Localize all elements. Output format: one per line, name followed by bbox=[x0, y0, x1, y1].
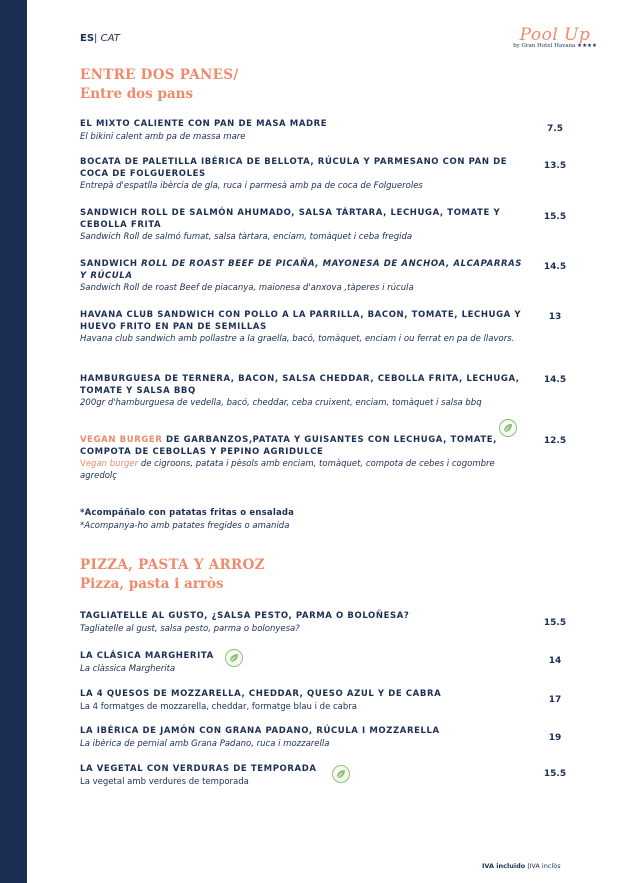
item-price: 14 bbox=[548, 656, 562, 666]
item-name-part-italic: ROLL DE ROAST BEEF DE PICAÑA, MAYONESA DE ANCHOA, ALCAPARRAS Y RÚCULA bbox=[80, 259, 523, 281]
vegan-leaf-icon bbox=[225, 649, 243, 667]
menu-item bbox=[80, 374, 530, 409]
item-description: La ibèrica de pernial amb Grana Padano, ruca i mozzarella bbox=[80, 738, 330, 749]
menu-item bbox=[80, 157, 530, 192]
item-description bbox=[80, 458, 530, 482]
item-name: LA CLÁSICA MARGHERITA bbox=[80, 651, 214, 661]
item-name-rest: DE GARBANZOS,PATATA Y GUISANTES CON LECHUGA, TOMATE, COMPOTA DE CEBOLLAS Y PEPINO AGRIDULCE bbox=[80, 435, 497, 457]
vat-footer bbox=[482, 862, 561, 870]
desc-accent-letter: V bbox=[80, 459, 86, 469]
side-note-cat: *Acompanya-ho amb patates fregides o amanida bbox=[80, 520, 290, 531]
item-name bbox=[80, 259, 530, 282]
item-name: SANDWICH ROLL DE SALMÓN AHUMADO, SALSA TÁRTARA, LECHUGA, TOMATE Y CEBOLLA FRITA bbox=[80, 208, 501, 230]
menu-item bbox=[80, 259, 530, 294]
menu-item bbox=[80, 764, 530, 788]
menu-item bbox=[80, 726, 530, 750]
language-switcher bbox=[80, 33, 120, 44]
left-sidebar-bar bbox=[0, 0, 27, 883]
item-price: 15.5 bbox=[543, 618, 567, 628]
vat-cat: |IVA inclòs bbox=[525, 862, 561, 870]
item-price: 17 bbox=[548, 695, 562, 705]
lang-es-link[interactable]: ES bbox=[80, 33, 95, 44]
vegan-burger-highlight: VEGAN BURGER bbox=[80, 435, 163, 445]
item-price: 13 bbox=[548, 312, 562, 322]
item-name: LA VEGETAL CON VERDURAS DE TEMPORADA bbox=[80, 764, 317, 774]
item-name: TAGLIATELLE AL GUSTO, ¿SALSA PESTO, PARMA O BOLOÑESA? bbox=[80, 611, 410, 621]
section-title-sandwiches bbox=[80, 67, 239, 102]
item-name-part: SANDWICH bbox=[80, 259, 142, 269]
item-price: 19 bbox=[548, 733, 562, 743]
item-name: LA 4 QUESOS DE MOZZARELLA, CHEDDAR, QUESO AZUL Y DE CABRA bbox=[80, 689, 442, 699]
item-price: 14.5 bbox=[543, 262, 567, 272]
item-price: 13.5 bbox=[543, 161, 567, 171]
desc-accent-text: egan burger bbox=[85, 459, 139, 469]
section-title-cat: Entre dos pans bbox=[80, 86, 194, 102]
menu-item bbox=[80, 611, 530, 635]
vat-es: IVA incluido bbox=[482, 862, 526, 870]
menu-item bbox=[80, 310, 530, 345]
section-title-es: PIZZA, PASTA Y ARROZ bbox=[80, 557, 265, 573]
vegan-leaf-icon bbox=[332, 765, 350, 783]
menu-item bbox=[80, 651, 530, 675]
item-name: LA IBÉRICA DE JAMÓN CON GRANA PADANO, RÚCULA I MOZZARELLA bbox=[80, 726, 440, 736]
item-description: La 4 formatges de mozzarella, cheddar, formatge blau i de cabra bbox=[80, 701, 357, 712]
menu-item bbox=[80, 208, 530, 243]
item-description: El bikini calent amb pa de massa mare bbox=[80, 131, 246, 142]
item-name: HAVANA CLUB SANDWICH CON POLLO A LA PARRILLA, BACON, TOMATE, LECHUGA Y HUEVO FRITO EN PAN DE SEMILLAS bbox=[80, 310, 522, 332]
item-description: Havana club sandwich amb pollastre a la graella, bacó, tomàquet, enciam i ou ferrat en pa de llavors. bbox=[80, 334, 515, 344]
section-title-cat: Pizza, pasta i arròs bbox=[80, 576, 224, 592]
menu-item-vegan-burger bbox=[80, 435, 530, 482]
section-title-es: ENTRE DOS PANES/ bbox=[80, 67, 239, 83]
item-description: La clàssica Margherita bbox=[80, 663, 176, 674]
item-description: Sandwich Roll de salmó fumat, salsa tàrtara, enciam, tomàquet i ceba fregida bbox=[80, 232, 413, 242]
lang-separator: | bbox=[94, 33, 98, 44]
item-description: Tagliatelle al gust, salsa pesto, parma o bolonyesa? bbox=[80, 623, 300, 634]
item-name: EL MIXTO CALIENTE CON PAN DE MASA MADRE bbox=[80, 119, 328, 129]
item-description: 200gr d'hamburguesa de vedella, bacó, cheddar, ceba cruixent, enciam, tomàquet i salsa bbq bbox=[80, 398, 482, 408]
side-note-es: *Acompáñalo con patatas fritas o ensalada bbox=[80, 508, 295, 518]
section-title-pizza bbox=[80, 557, 265, 592]
item-description: La vegetal amb verdures de temporada bbox=[80, 776, 249, 787]
item-price: 14.5 bbox=[543, 375, 567, 385]
item-name: BOCATA DE PALETILLA IBÉRICA DE BELLOTA, RÚCULA Y PARMESANO CON PAN DE COCA DE FOLGUEROLES bbox=[80, 157, 508, 179]
logo-subtitle: by Gran Hotel Havana ★★★★ bbox=[513, 43, 597, 49]
item-price: 15.5 bbox=[543, 212, 567, 222]
item-price: 15.5 bbox=[543, 769, 567, 779]
lang-cat-link[interactable]: CAT bbox=[100, 33, 120, 44]
item-price: 7.5 bbox=[547, 124, 563, 134]
item-name: HAMBURGUESA DE TERNERA, BACON, SALSA CHEDDAR, CEBOLLA FRITA, LECHUGA, TOMATE Y SALSA BBQ bbox=[80, 374, 520, 396]
item-price: 12.5 bbox=[543, 436, 567, 446]
desc-rest: de cigroons, patata i pèsols amb enciam, tomàquet, compota de cebes i cogombre agredolç bbox=[80, 459, 495, 481]
logo-script: Pool Up bbox=[519, 25, 591, 45]
pool-up-logo bbox=[500, 25, 610, 49]
menu-item bbox=[80, 119, 530, 143]
menu-item bbox=[80, 689, 530, 713]
item-name bbox=[80, 435, 530, 458]
item-description: Sandwich Roll de roast Beef de piacanya, maionesa d'anxova ,tàperes i rúcula bbox=[80, 283, 414, 293]
side-note bbox=[80, 508, 530, 532]
item-description: Entrepà d'espatlla ibèrcia de gla, ruca i parmesà amb pa de coca de Folgueroles bbox=[80, 181, 423, 191]
